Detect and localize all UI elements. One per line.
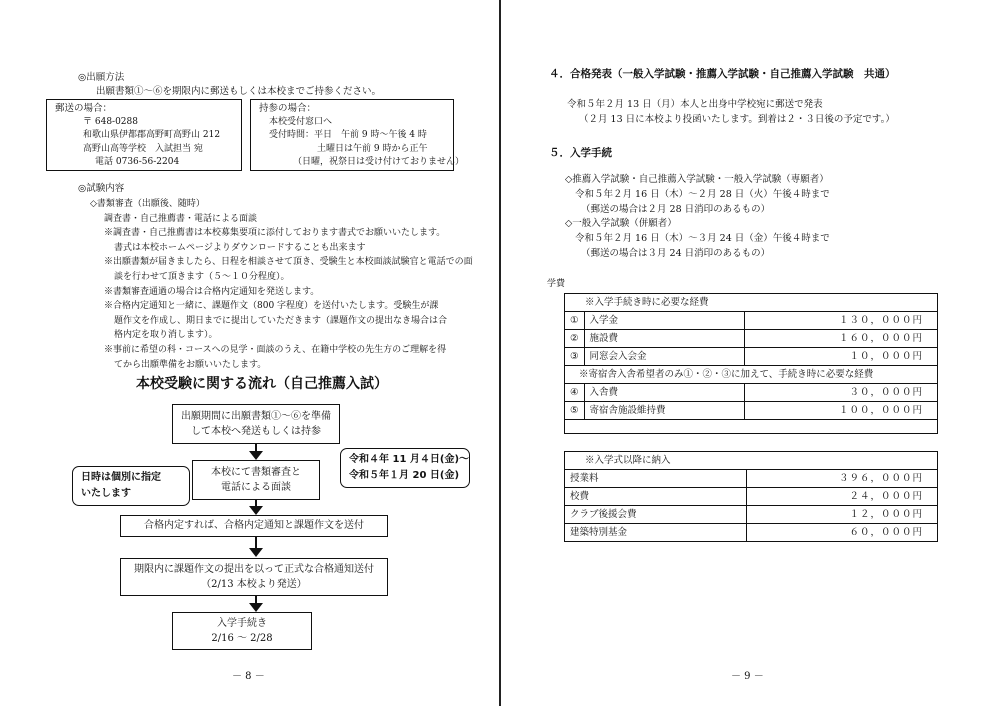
exam-line: ※書類審査通過の場合は合格内定通知を発送します。 [104, 286, 320, 297]
right-page [501, 0, 1000, 706]
fee-amount: ２４，０００円 [747, 488, 938, 506]
fee-amount: １６０，０００円 [744, 330, 937, 348]
exam-line: 談を行わせて頂きます（５～１０分程度）。 [114, 271, 290, 282]
visit-closed-note: （日曜，祝祭日は受け付けておりません） [293, 157, 465, 168]
bubble-text: いたします [81, 488, 131, 499]
fee-item: 同窓会入会金 [584, 348, 744, 366]
exam-line: ◇書類審査（出願後、随時） [90, 199, 205, 209]
exam-line: ※調査書・自己推薦書は本校募集要項に添付しております書式でお願いいたします。 [104, 228, 446, 239]
flow-step-screening [192, 460, 320, 500]
table-spacer [565, 420, 938, 434]
fee-label: 学費 [547, 279, 566, 289]
exam-line: 調査書・自己推薦書・電話による面談 [104, 213, 258, 224]
table-row [565, 330, 938, 348]
table-row [565, 452, 938, 470]
application-method-heading: ◎出願方法 [78, 72, 125, 83]
flow-step-text: 合格内定すれば、合格内定通知と課題作文を送付 [144, 520, 364, 532]
table-row [565, 420, 938, 434]
mail-recipient: 高野山高等学校 入試担当 宛 [83, 143, 203, 154]
table-row [565, 506, 938, 524]
table-row [565, 312, 938, 330]
exam-line: 格内定を取り消します）。 [114, 330, 218, 341]
bubble-text: 令和５年１月 20 日(金) [349, 470, 460, 481]
visit-hours-saturday: 土曜日は午前 9 時から正午 [317, 143, 428, 154]
table-header: ※入学手続き時に必要な経費 [565, 294, 938, 312]
section4-body [567, 97, 895, 127]
exam-line: てから出願準備をお願いいたします。 [114, 359, 267, 370]
flow-title: 本校受験に関する流れ（自己推薦入試） [136, 376, 388, 392]
fee-item: 入舎費 [584, 384, 744, 402]
mail-postal-code: 〒 648-0288 [83, 116, 138, 127]
mail-address: 和歌山県伊都郡高野町高野山 212 [83, 130, 221, 141]
fee-item: 施設費 [584, 330, 744, 348]
table-row [565, 348, 938, 366]
exam-line: ※合格内定通知と一緒に、課題作文（800 字程度）を送付いたします。受験生が課 [104, 301, 439, 312]
fee-item: 建築特別基金 [565, 524, 747, 542]
table-row [565, 294, 938, 312]
flow-step-text: 2/16 ～ 2/28 [211, 633, 273, 644]
section5-line: 令和５年２月 16 日（木）～２月 28 日（火）午後４時まで [575, 188, 830, 200]
section5-line: ◇一般入学試験（併願者） [565, 218, 677, 230]
section5-heading: ５．入学手続 [549, 147, 612, 159]
note-bubble-period [340, 448, 470, 488]
bubble-text: 令和４年 11 月４日(金)～ [349, 454, 470, 465]
section4-line: （２月 13 日に本校より投函いたします。到着は２・３日後の予定です。） [579, 114, 895, 125]
row-number: ④ [565, 384, 585, 402]
fee-item: 校費 [565, 488, 747, 506]
fee-item: 授業料 [565, 470, 747, 488]
fee-amount: １３０，０００円 [744, 312, 937, 330]
application-method-text: 出願書類①～⑥を期限内に郵送もしくは本校までご持参ください。 [96, 86, 382, 97]
flow-step-text: （2/13 本校より発送） [201, 579, 307, 590]
fee-amount: ３９６，０００円 [747, 470, 938, 488]
flow-arrow-down-icon [249, 451, 263, 460]
flow-step-acceptance [120, 558, 388, 596]
table-subheader: ※寄宿舎入舎希望者のみ①・②・③に加えて、手続き時に必要な経費 [565, 366, 938, 384]
flow-step-text: 本校にて書類審査と [211, 466, 301, 478]
row-number: ① [565, 312, 585, 330]
row-number: ② [565, 330, 585, 348]
table-row [565, 402, 938, 420]
visit-hours-weekday: 受付時間：平日 午前 9 時～午後 4 時 [269, 130, 427, 141]
note-bubble-schedule [72, 466, 190, 506]
page-number: － 9 － [731, 670, 764, 682]
section5-line: （郵送の場合は２月 28 日消印のあるもの） [581, 203, 771, 215]
table-header: ※入学式以降に納入 [565, 452, 938, 470]
fee-amount: １０，０００円 [744, 348, 937, 366]
visit-box-title: 持参の場合： [259, 103, 317, 114]
fee-amount: ３０，０００円 [744, 384, 937, 402]
bubble-text: 日時は個別に指定 [81, 472, 161, 483]
fee-item: 寄宿舎施設維持費 [584, 402, 744, 420]
row-number: ⑤ [565, 402, 585, 420]
exam-content-heading: ◎試験内容 [78, 183, 125, 194]
fee-item: クラブ後援会費 [565, 506, 747, 524]
row-number: ③ [565, 348, 585, 366]
mail-box [46, 99, 242, 171]
flow-arrow-down-icon [249, 506, 263, 515]
section4-line: 令和５年２月 13 日（月）本人と出身中学校宛に郵送で発表 [567, 99, 823, 110]
fee-table-enrollment [564, 293, 938, 434]
section5-line: （郵送の場合は３月 24 日消印のあるもの） [581, 247, 771, 259]
exam-content-body [90, 197, 473, 372]
fee-amount: １００，０００円 [744, 402, 937, 420]
flow-step-text: 期限内に課題作文の提出を以って正式な合格通知送付 [134, 563, 374, 575]
flow-step-text: 電話による面談 [221, 482, 291, 493]
fee-item: 入学金 [584, 312, 744, 330]
table-row [565, 524, 938, 542]
section5-body [565, 173, 830, 262]
left-page [0, 0, 499, 706]
visit-box [250, 99, 465, 171]
exam-line: ※出願書類が届きましたら、日程を相談させて頂き、受験生と本校面談試験官と電話での面 [104, 257, 473, 268]
flow-step-enrollment [172, 612, 312, 650]
mail-box-title: 郵送の場合： [55, 103, 113, 114]
fee-table-after-entrance [564, 451, 938, 542]
mail-phone: 電話 0736-56-2204 [95, 157, 180, 168]
flow-step-application [172, 404, 340, 444]
fee-amount: １２，０００円 [747, 506, 938, 524]
table-row [565, 366, 938, 384]
section4-heading: ４．合格発表（一般入学試験・推薦入学試験・自己推薦入学試験 共通） [549, 68, 896, 80]
table-row [565, 384, 938, 402]
exam-line: ※事前に希望の科・コースへの見学・面談のうえ、在籍中学校の先生方のご理解を得 [104, 344, 447, 355]
flow-step-text: して本校へ発送もしくは持参 [191, 426, 321, 437]
exam-line: 題作文を作成し、期日までに提出していただきます（課題作文の提出なき場合は合 [114, 315, 448, 326]
flow-arrow-down-icon [249, 548, 263, 557]
fee-amount: ６０，０００円 [747, 524, 938, 542]
table-row [565, 470, 938, 488]
flow-arrow-down-icon [249, 603, 263, 612]
visit-window: 本校受付窓口へ [269, 116, 333, 127]
table-row [565, 488, 938, 506]
flow-step-text: 入学手続き [217, 617, 267, 629]
flow-step-text: 出願期間に出願書類①～⑥を準備 [181, 410, 331, 422]
section5-line: 令和５年２月 16 日（木）～３月 24 日（金）午後４時まで [575, 233, 830, 245]
page-number: － 8 － [232, 670, 265, 682]
section5-line: ◇推薦入学試験・自己推薦入学試験・一般入学試験（専願者） [565, 174, 829, 185]
flow-step-offer [120, 515, 388, 537]
exam-line: 書式は本校ホームページよりダウンロードすることも出来ます [114, 242, 366, 253]
